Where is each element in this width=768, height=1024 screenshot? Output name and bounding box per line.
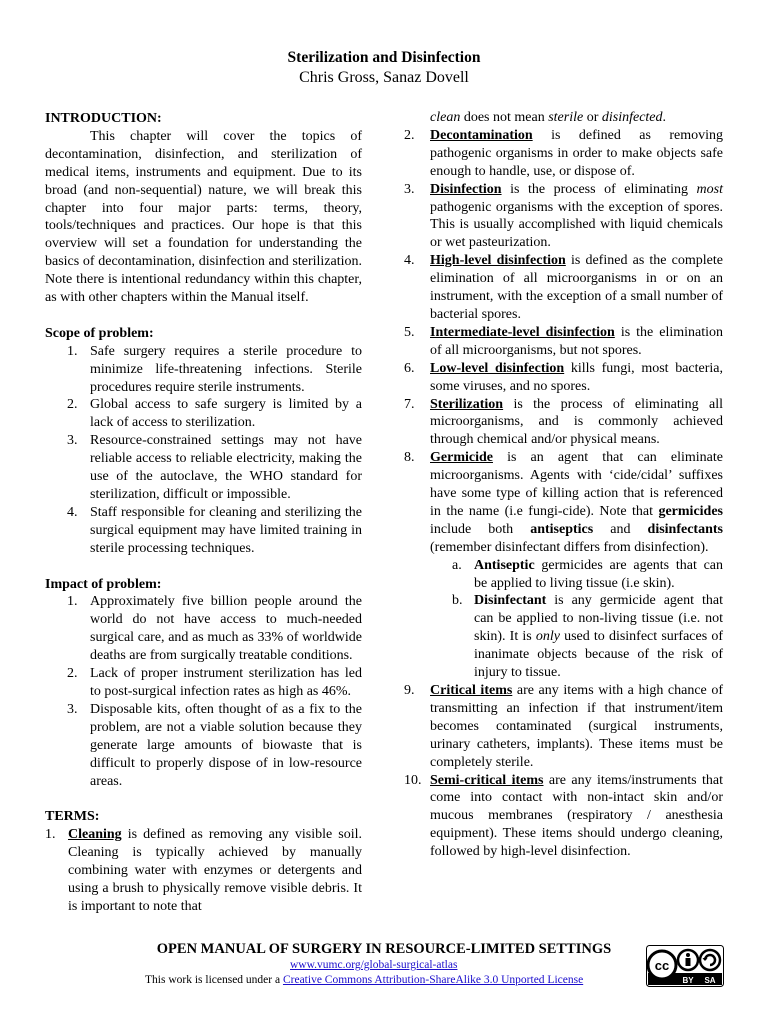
terms-heading: TERMS: (45, 809, 100, 825)
cleaning-continuation: clean does not mean sterile or disinfected. (430, 110, 667, 125)
term-high-level-disinfection: 4. High-level disinfection is defined as the complete elimination of all microorganisms in or on an instrument, with the exception of a small number of bacterial spores. (404, 253, 723, 322)
footer-title: OPEN MANUAL OF SURGERY IN RESOURCE-LIMITED SETTINGS (156, 941, 612, 957)
term-low-level-disinfection: 6. Low-level disinfection kills fungi, most bacteria, some viruses, and no spores. (404, 360, 723, 394)
svg-text:SA: SA (704, 976, 716, 985)
term-cleaning: 1. Cleaning is defined as removing any visible soil. Cleaning is typically achieved by manually combining water with enzymes or detergents and using a brush to physically remove visible debris. It is important to note that (45, 827, 362, 914)
term-germicide: 8. Germicide is an agent that can eliminate microorganisms. Agents with ‘cide/cidal’ suffixes have some type of killing action that is referenced in the name (i.e fungi-cide). Note that germicides include both antiseptics and disinfectants (remember disinfectant differs from disinfection). (404, 450, 723, 555)
document-authors: Chris Gross, Sanaz Dovell (299, 69, 469, 86)
impact-heading: Impact of problem: (45, 576, 162, 592)
list-item: 1. Safe surgery requires a sterile procedure to minimize life-threatening infections. Sterile procedures require sterile instruments. (67, 343, 362, 395)
list-item: 2. Lack of proper instrument sterilization has led to post-surgical infection rates as high as 46%. (67, 666, 362, 699)
term-sterilization: 7. Sterilization is the process of eliminating all microorganisms, and is commonly achieved through chemical and/or physical means. (404, 396, 723, 448)
term-critical-items: 9. Critical items are any items with a high chance of transmitting an infection if that instrument/item becomes contaminated (surgical instruments, urinary catheters, implants). These items must be completely sterile. (404, 683, 723, 770)
terms-list-start (45, 826, 362, 916)
creative-commons-by-sa-icon[interactable] (646, 945, 724, 987)
list-item: 4. Staff responsible for cleaning and sterilizing the surgical equipment may have limited training in sterile processing techniques. (67, 504, 362, 556)
footer-url-link[interactable]: www.vumc.org/global-surgical-atlas (290, 959, 458, 971)
list-item: 1. Approximately five billion people around the world do not have access to much-needed surgical care, and as much as 33% of worldwide deaths are from surgically treatable conditions. (67, 594, 362, 664)
list-item: 2. Global access to safe surgery is limited by a lack of access to sterilization. (67, 397, 362, 431)
right-column (404, 109, 723, 861)
term-decontamination: 2. Decontamination is defined as removing pathogenic organisms in order to make objects safe enough to handle, use, or dispose of. (404, 127, 723, 179)
left-column (45, 110, 362, 916)
term-intermediate-level-disinfection: 5. Intermediate-level disinfection is the elimination of all microorganisms, but not spores. (404, 324, 723, 358)
term-antiseptic: a. Antiseptic germicides are agents that can be applied to living tissue (i.e skin). (452, 557, 723, 591)
term-disinfectant: b. Disinfectant is any germicide agent that can be applied to non-living tissue (i.e. not skin). It is only used to disinfect surfaces of inanimate objects because of the risk of injury to tissue. (452, 593, 723, 681)
svg-text:cc: cc (654, 958, 670, 973)
term-disinfection: 3. Disinfection is the process of eliminating most pathogenic organisms with the exception of spores. This is usually accomplished with liquid chemicals or wet pasteurization. (404, 181, 723, 251)
impact-list (45, 593, 362, 790)
terms-list-continued (404, 682, 723, 861)
list-item: 3. Resource-constrained settings may not have reliable access to reliable electricity, making the use of the autoclave, the WHO standard for sterilization, difficult or impossible. (67, 433, 362, 503)
intro-heading: INTRODUCTION: (45, 111, 162, 126)
scope-heading: Scope of problem: (45, 325, 154, 341)
svg-text:BY: BY (682, 976, 694, 985)
list-item: 3. Disposable kits, often thought of as a fix to the problem, are not a viable solution because they generate large amounts of biowaste that is difficult to properly dispose of in low-resource areas. (67, 701, 362, 789)
license-link[interactable]: Creative Commons Attribution-ShareAlike 3.0 Unported License (282, 974, 584, 986)
intro-paragraph: This chapter will cover the topics of decontamination, disinfection, and sterilization of medical items, instruments and equipment. Due to its broad (and non-sequential) nature, we will break this chapter into four major parts: terms, theory, tools/techniques and practices. Our hope is that this overview will set a foundation for understanding the basics of decontamination, disinfection and sterilization. Note there is intentional redundancy within this chapter, as with other chapters within the Manual itself. (45, 128, 362, 306)
footer-license: This work is licensed under a Creative Commons Attribution-ShareAlike 3.0 Unported License (145, 974, 584, 986)
terms-list (404, 127, 723, 557)
document-title: Sterilization and Disinfection (287, 49, 481, 66)
term-semi-critical-items: 10. Semi-critical items are any items/instruments that come into contact with non-intact skin and/or mucous membranes (respiratory / anesthesia equipment). These items should undergo cleaning, followed by high-level disinfection. (404, 772, 723, 860)
scope-list (45, 343, 362, 558)
germicide-sublist (404, 557, 723, 682)
